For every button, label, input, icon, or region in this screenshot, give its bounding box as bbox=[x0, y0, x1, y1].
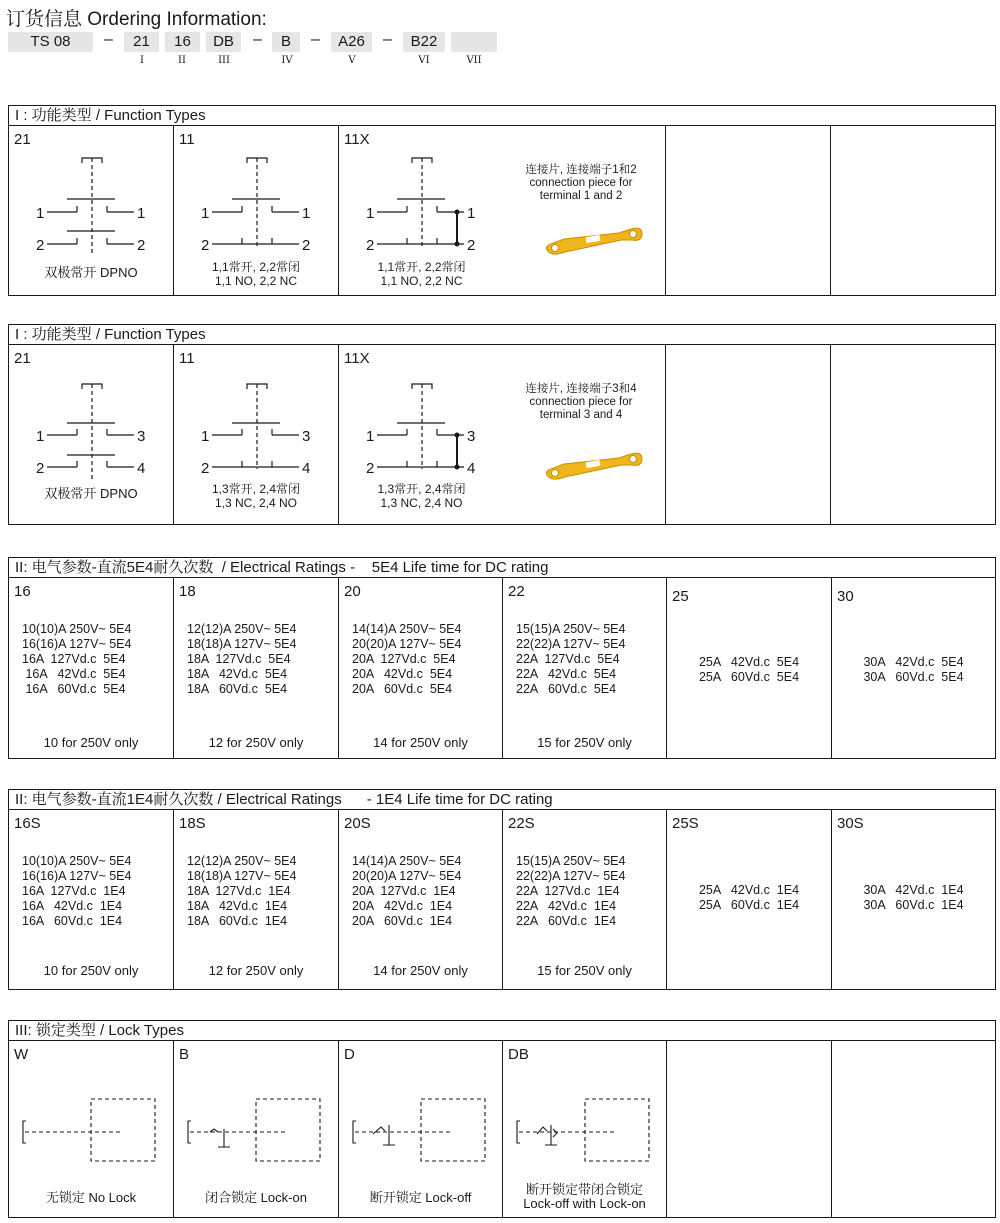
code-box-2: 16 bbox=[165, 32, 200, 52]
rating-note: 14 for 250V only bbox=[373, 735, 468, 750]
rating-cell bbox=[9, 578, 174, 758]
cell-11x bbox=[339, 126, 666, 295]
section-header: II: 电气参数-直流1E4耐久次数 / Electrical Ratings - 1E4 Life time for DC rating bbox=[9, 790, 995, 810]
connection-piece-icon bbox=[547, 228, 643, 254]
rating-lines: 30A 42Vd.c 5E4 30A 60Vd.c 5E4 bbox=[863, 655, 964, 684]
lock-cell-w bbox=[9, 1041, 174, 1217]
connection-piece-icon bbox=[547, 453, 643, 479]
code-dash: – bbox=[253, 31, 262, 48]
code-box-1: 21 bbox=[124, 32, 159, 52]
caption: 双极常开 DPNO bbox=[44, 265, 138, 280]
rating-cell bbox=[339, 810, 503, 989]
caption: 1,1常开, 2,2常闭 bbox=[377, 260, 466, 274]
section-header: I : 功能类型 / Function Types bbox=[9, 325, 995, 345]
code-box-6: B22 bbox=[403, 32, 445, 52]
cell-21 bbox=[9, 345, 174, 524]
rating-lines: 14(14)A 250V~ 5E4 20(20)A 127V~ 5E4 20A 127Vd.c 1E4 20A 42Vd.c 1E4 20A 60Vd.c 1E4 bbox=[352, 854, 462, 928]
terminal-label: 1 bbox=[302, 205, 311, 222]
terminal-label: 4 bbox=[467, 460, 476, 477]
section-header: III: 锁定类型 / Lock Types bbox=[9, 1021, 995, 1041]
code-box-3: DB bbox=[206, 32, 241, 52]
caption: 断开锁定带闭合锁定 bbox=[525, 1182, 643, 1197]
terminal-label: 1 bbox=[137, 205, 146, 222]
electrical-ratings-1e4-table bbox=[8, 789, 996, 990]
connection-note bbox=[501, 164, 661, 203]
caption: 1,1常开, 2,2常闭 bbox=[211, 260, 301, 274]
rating-note: 10 for 250V only bbox=[43, 963, 139, 978]
caption: Lock-off with Lock-on bbox=[523, 1196, 646, 1211]
terminal-label: 1 bbox=[201, 428, 210, 445]
note-line: connection piece for bbox=[529, 396, 633, 408]
cell-code: W bbox=[14, 1046, 29, 1063]
terminal-label: 1 bbox=[366, 205, 375, 222]
caption: 1,3常开, 2,4常闭 bbox=[377, 482, 466, 496]
roman-numeral: IV bbox=[281, 55, 293, 66]
cell-code: 16 bbox=[14, 583, 31, 600]
function-types-table-1 bbox=[8, 105, 996, 296]
cell-code: 22 bbox=[508, 583, 525, 600]
rating-note: 12 for 250V only bbox=[208, 735, 304, 750]
cell-code: 11 bbox=[179, 350, 195, 367]
cell-code: 25S bbox=[672, 815, 699, 832]
code-box-5: A26 bbox=[331, 32, 372, 52]
code-box-4: B bbox=[272, 32, 300, 52]
terminal-label: 2 bbox=[366, 237, 375, 254]
section-header: I : 功能类型 / Function Types bbox=[9, 106, 995, 126]
cell-code: 20 bbox=[344, 583, 361, 600]
note-line: 连接片, 连接端子3和4 bbox=[525, 383, 637, 395]
terminal-label: 1 bbox=[366, 428, 375, 445]
note-line: connection piece for bbox=[529, 177, 633, 189]
cell-code: 25 bbox=[672, 588, 689, 605]
cell-code: 11X bbox=[344, 131, 370, 148]
caption: 无锁定 No Lock bbox=[45, 1190, 137, 1205]
terminal-label: 4 bbox=[302, 460, 311, 477]
code-dash: – bbox=[311, 31, 320, 48]
rating-cell bbox=[503, 810, 667, 989]
cell-21 bbox=[9, 126, 174, 295]
cell-code: 21 bbox=[14, 350, 31, 367]
rating-note: 15 for 250V only bbox=[537, 735, 632, 750]
rating-cell bbox=[832, 578, 995, 758]
terminal-label: 1 bbox=[201, 205, 210, 222]
terminal-label: 3 bbox=[137, 428, 146, 445]
cell-code: 11X bbox=[344, 350, 370, 367]
cell-code: D bbox=[344, 1046, 355, 1063]
rating-cell bbox=[174, 810, 339, 989]
rating-lines: 15(15)A 250V~ 5E4 22(22)A 127V~ 5E4 22A 127Vd.c 1E4 22A 42Vd.c 1E4 22A 60Vd.c 1E4 bbox=[516, 854, 626, 928]
rating-lines: 12(12)A 250V~ 5E4 18(18)A 127V~ 5E4 18A 127Vd.c 5E4 18A 42Vd.c 5E4 18A 60Vd.c 5E4 bbox=[187, 622, 297, 696]
cell-empty bbox=[667, 1041, 832, 1217]
note-line: 连接片, 连接端子1和2 bbox=[525, 164, 637, 176]
lock-cell-d bbox=[339, 1041, 503, 1217]
terminal-label: 2 bbox=[201, 460, 210, 477]
rating-note: 15 for 250V only bbox=[537, 963, 632, 978]
roman-numeral: I bbox=[140, 55, 144, 66]
terminal-label: 3 bbox=[302, 428, 311, 445]
rating-lines: 12(12)A 250V~ 5E4 18(18)A 127V~ 5E4 18A 127Vd.c 1E4 18A 42Vd.c 1E4 18A 60Vd.c 1E4 bbox=[187, 854, 297, 928]
code-dash: – bbox=[104, 31, 113, 48]
cell-code: 16S bbox=[14, 815, 41, 832]
roman-numeral: II bbox=[178, 55, 186, 66]
rating-lines: 25A 42Vd.c 5E4 25A 60Vd.c 5E4 bbox=[698, 655, 800, 684]
function-types-table-2 bbox=[8, 324, 996, 525]
terminal-label: 2 bbox=[366, 460, 375, 477]
rating-cell bbox=[832, 810, 995, 989]
rating-note: 14 for 250V only bbox=[373, 963, 468, 978]
rating-note: 10 for 250V only bbox=[43, 735, 139, 750]
rating-note: 12 for 250V only bbox=[208, 963, 304, 978]
terminal-label: 3 bbox=[467, 428, 476, 445]
caption: 1,3 NC, 2,4 NO bbox=[380, 496, 463, 510]
cell-code: 20S bbox=[344, 815, 371, 832]
rating-lines: 10(10)A 250V~ 5E4 16(16)A 127V~ 5E4 16A 127Vd.c 5E4 16A 42Vd.c 5E4 16A 60Vd.c 5E4 bbox=[22, 622, 132, 696]
caption: 断开锁定 Lock-off bbox=[369, 1190, 472, 1205]
terminal-label: 2 bbox=[467, 237, 476, 254]
cell-code: 30 bbox=[837, 588, 854, 605]
cell-empty bbox=[831, 345, 995, 524]
rating-lines: 14(14)A 250V~ 5E4 20(20)A 127V~ 5E4 20A 127Vd.c 5E4 20A 42Vd.c 5E4 20A 60Vd.c 5E4 bbox=[352, 622, 462, 696]
caption: 1,3常开, 2,4常闭 bbox=[211, 482, 301, 496]
lock-cell-db bbox=[503, 1041, 667, 1217]
terminal-label: 2 bbox=[201, 237, 210, 254]
rating-lines: 25A 42Vd.c 1E4 25A 60Vd.c 1E4 bbox=[698, 883, 800, 912]
code-dash: – bbox=[383, 31, 392, 48]
terminal-label: 2 bbox=[36, 460, 45, 477]
terminal-label: 2 bbox=[137, 237, 146, 254]
cell-code: 11 bbox=[179, 131, 195, 148]
terminal-label: 2 bbox=[302, 237, 311, 254]
terminal-label: 4 bbox=[137, 460, 146, 477]
cell-11x bbox=[339, 345, 666, 524]
note-line: terminal 3 and 4 bbox=[539, 409, 623, 421]
rating-cell bbox=[339, 578, 503, 758]
rating-cell bbox=[174, 578, 339, 758]
terminal-label: 1 bbox=[36, 428, 45, 445]
roman-numeral: III bbox=[218, 55, 230, 66]
electrical-ratings-5e4-table bbox=[8, 557, 996, 759]
cell-11 bbox=[174, 345, 339, 524]
rating-lines: 15(15)A 250V~ 5E4 22(22)A 127V~ 5E4 22A 127Vd.c 5E4 22A 42Vd.c 5E4 22A 60Vd.c 5E4 bbox=[516, 622, 626, 696]
caption: 1,1 NO, 2,2 NC bbox=[380, 274, 463, 288]
terminal-label: 1 bbox=[467, 205, 476, 222]
lock-cell-b bbox=[174, 1041, 339, 1217]
roman-numeral: VII bbox=[466, 55, 482, 66]
ordering-title: 订货信息 Ordering Information: bbox=[6, 9, 267, 30]
rating-lines: 30A 42Vd.c 1E4 30A 60Vd.c 1E4 bbox=[863, 883, 964, 912]
terminal-label: 2 bbox=[36, 237, 45, 254]
terminal-label: 1 bbox=[36, 205, 45, 222]
cell-11 bbox=[174, 126, 339, 295]
roman-numeral: V bbox=[348, 55, 356, 66]
rating-cell bbox=[9, 810, 174, 989]
cell-empty bbox=[831, 126, 995, 295]
cell-code: 22S bbox=[508, 815, 535, 832]
roman-numeral: VI bbox=[418, 55, 430, 66]
rating-lines: 10(10)A 250V~ 5E4 16(16)A 127V~ 5E4 16A 127Vd.c 1E4 16A 42Vd.c 1E4 16A 60Vd.c 1E4 bbox=[22, 854, 132, 928]
caption: 双极常开 DPNO bbox=[44, 486, 138, 501]
caption: 闭合锁定 Lock-on bbox=[205, 1190, 307, 1205]
rating-cell bbox=[667, 810, 832, 989]
cell-empty bbox=[666, 345, 831, 524]
rating-cell bbox=[667, 578, 832, 758]
ordering-code-row bbox=[0, 32, 1000, 52]
connection-note bbox=[501, 383, 661, 422]
code-box-7 bbox=[451, 32, 497, 52]
cell-code: 18 bbox=[179, 583, 196, 600]
code-box-series: TS 08 bbox=[8, 32, 93, 52]
rating-cell bbox=[503, 578, 667, 758]
note-line: terminal 1 and 2 bbox=[539, 190, 623, 202]
cell-code: 18S bbox=[179, 815, 206, 832]
cell-code: 21 bbox=[14, 131, 31, 148]
cell-code: B bbox=[179, 1046, 190, 1063]
caption: 1,1 NO, 2,2 NC bbox=[214, 274, 298, 288]
section-header: II: 电气参数-直流5E4耐久次数 / Electrical Ratings - 5E4 Life time for DC rating bbox=[9, 558, 995, 578]
cell-empty bbox=[832, 1041, 995, 1217]
caption: 1,3 NC, 2,4 NO bbox=[214, 496, 298, 510]
cell-code: DB bbox=[508, 1046, 529, 1063]
lock-types-table bbox=[8, 1020, 996, 1218]
cell-code: 30S bbox=[837, 815, 864, 832]
cell-empty bbox=[666, 126, 831, 295]
